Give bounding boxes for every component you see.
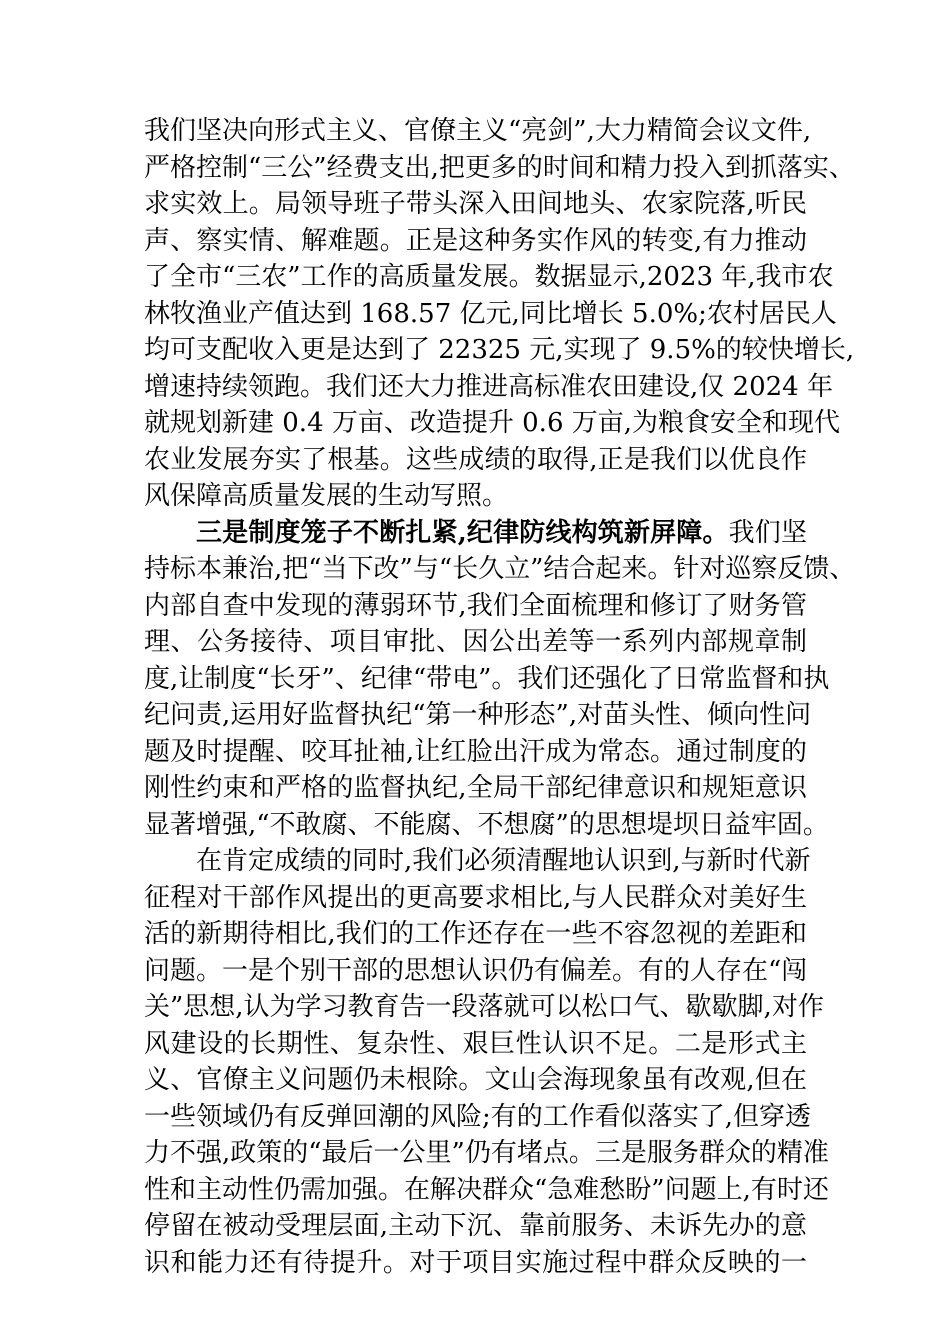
text-line: 风保障高质量发展的生动写照。: [144, 481, 509, 511]
body-text: [144, 113, 856, 1281]
text-line: 征程对干部作风提出的更高要求相比,与人民群众对美好生: [144, 882, 807, 913]
text-line: 持标本兼治,把“当下改”与“长久立”结合起来。针对巡察反馈、: [144, 554, 856, 584]
text-line: 增速持续领跑。我们还大力推进高标准农田建设,仅 2024 年: [144, 371, 833, 402]
text-line: 关”思想,认为学习教育告一段落就可以松口气、歇歇脚,对作: [144, 992, 824, 1022]
paragraph-first-line: [144, 515, 807, 552]
text-line: 风建设的长期性、复杂性、艰巨性认识不足。二是形式主: [144, 1028, 807, 1059]
text-line: 内部自查中发现的薄弱环节,我们全面梳理和修订了财务管: [144, 590, 807, 621]
text-line: 了全市“三农”工作的高质量发展。数据显示,2023 年,我市农: [144, 262, 834, 292]
text-line: 求实效上。局领导班子带头深入田间地头、农家院落,听民: [144, 189, 807, 219]
text-line: 刚性约束和严格的监督执纪,全局干部纪律意识和规矩意识: [144, 773, 807, 803]
text-line: 声、察实情、解难题。正是这种务实作风的转变,有力推动: [144, 225, 807, 256]
text-line: 一些领域仍有反弹回潮的风险;有的工作看似落实了,但穿透: [144, 1101, 812, 1132]
text-line: 均可支配收入更是达到了 22325 元,实现了 9.5%的较快增长,: [144, 335, 855, 365]
text-line: 纪问责,运用好监督执纪“第一种形态”,对苗头性、倾向性问: [144, 700, 812, 730]
text-line: 我们坚决向形式主义、官僚主义“亮剑”,大力精简会议文件,: [144, 116, 812, 146]
text-line: 力不强,政策的“最后一公里”仍有堵点。三是服务群众的精准: [144, 1138, 829, 1168]
text-line: 题及时提醒、咬耳扯袖,让红脸出汗成为常态。通过制度的: [144, 736, 807, 767]
text-line: 问题。一是个别干部的思想认识仍有偏差。有的人存在“闯: [144, 955, 808, 986]
text-line: 识和能力还有待提升。对于项目实施过程中群众反映的一: [144, 1247, 807, 1278]
text-line: 活的新期待相比,我们的工作还存在一些不容忽视的差距和: [144, 919, 807, 949]
text-line: 林牧渔业产值达到 168.57 亿元,同比增长 5.0%;农村居民人: [144, 298, 837, 329]
text-run: 我们坚: [728, 517, 807, 548]
text-line: 严格控制“三公”经费支出,把更多的时间和精力投入到抓落实、: [144, 152, 855, 183]
text-line: 就规划新建 0.4 万亩、改造提升 0.6 万亩,为粮食安全和现代: [144, 408, 841, 438]
text-line: 显著增强,“不敢腐、不能腐、不想腐”的思想堤坝日益牢固。: [144, 809, 829, 840]
text-line: 停留在被动受理层面,主动下沉、靠前服务、未诉先办的意: [144, 1211, 807, 1241]
text-line: 义、官僚主义问题仍未根除。文山会海现象虽有改观,但在: [144, 1065, 807, 1095]
text-line: 农业发展夯实了根基。这些成绩的取得,正是我们以优良作: [144, 444, 807, 475]
text-line: 性和主动性仍需加强。在解决群众“急难愁盼”问题上,有时还: [144, 1174, 829, 1205]
section-heading: 三是制度笼子不断扎紧,纪律防线构筑新屏障。: [196, 517, 729, 548]
text-line: 度,让制度“长牙”、纪律“带电”。我们还强化了日常监督和执: [144, 663, 830, 694]
text-line: 理、公务接待、项目审批、因公出差等一系列内部规章制: [144, 627, 807, 657]
paragraph-first-line: 在肯定成绩的同时,我们必须清醒地认识到,与新时代新: [196, 846, 811, 876]
